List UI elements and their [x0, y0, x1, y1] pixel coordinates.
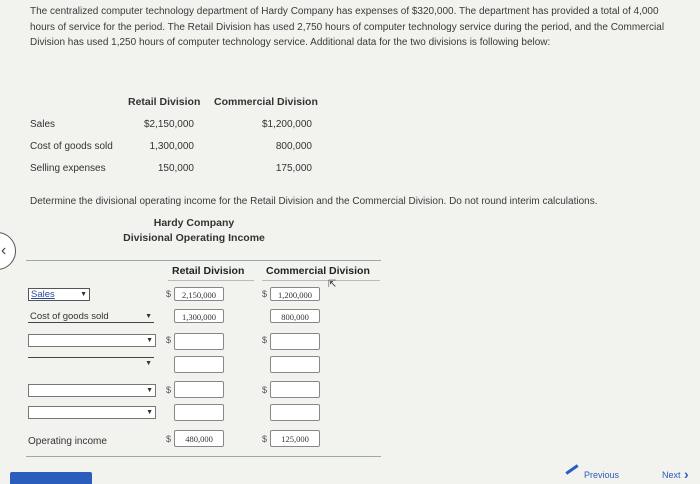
caret-down-icon: ▼ — [80, 291, 87, 298]
header-retail: Retail Division — [128, 96, 201, 108]
previous-arrow-icon — [565, 464, 578, 474]
retail-row6-input[interactable] — [174, 404, 224, 421]
retail-sales-input[interactable]: 2,150,000 — [174, 287, 224, 301]
row-select-sales[interactable]: Sales ▼ — [28, 288, 90, 301]
retail-operating-income-input[interactable]: 480,000 — [174, 430, 224, 447]
retail-row4-input[interactable] — [174, 356, 224, 373]
commercial-sales: $1,200,000 — [261, 119, 312, 130]
row-select-6[interactable] — [28, 406, 156, 419]
col-header-commercial: Commercial Division — [266, 265, 370, 277]
question-text: Determine the divisional operating income for the Retail Division and the Commercial Division. Do not round interim calculations. — [30, 196, 598, 207]
caret-down-icon: ▼ — [145, 313, 152, 320]
commercial-row3-input[interactable] — [270, 333, 320, 350]
col-rule-commercial — [262, 280, 380, 281]
next-button[interactable]: Next — [662, 470, 681, 480]
commercial-selling: 175,000 — [275, 163, 312, 174]
retail-row5-input[interactable] — [174, 381, 224, 398]
row-select-4[interactable] — [28, 357, 154, 369]
row-select-5[interactable] — [28, 384, 156, 397]
row-select-cogs[interactable]: Cost of goods sold ▼ — [30, 311, 152, 322]
retail-selling: 150,000 — [157, 163, 194, 174]
report-top-rule — [26, 260, 381, 261]
commercial-row4-input[interactable] — [270, 356, 320, 373]
commercial-operating-income-input[interactable]: 125,000 — [270, 430, 320, 447]
caret-down-icon: ▼ — [146, 409, 153, 416]
chevron-left-icon: ‹ — [1, 242, 7, 259]
col-rule-retail — [168, 280, 254, 281]
next-arrow-icon: › — [684, 466, 689, 482]
retail-sales: $2,150,000 — [143, 119, 194, 130]
retail-cogs-input[interactable]: 1,300,000 — [174, 309, 224, 323]
commercial-row6-input[interactable] — [270, 404, 320, 421]
mouse-cursor-icon: ⇱ — [328, 279, 337, 290]
caret-down-icon: ▼ — [146, 337, 153, 344]
operating-income-label: Operating income — [28, 436, 107, 447]
header-commercial: Commercial Division — [214, 96, 318, 108]
report-company: Hardy Company — [153, 217, 235, 229]
previous-button[interactable]: Previous — [584, 470, 620, 480]
row-label-cogs: Cost of goods sold — [30, 141, 113, 152]
caret-down-icon: ▼ — [146, 387, 153, 394]
check-work-button[interactable] — [10, 472, 92, 484]
retail-row3-input[interactable] — [174, 333, 224, 350]
commercial-sales-input[interactable]: 1,200,000 — [270, 287, 320, 301]
row-select-3[interactable] — [28, 334, 156, 347]
commercial-cogs: 800,000 — [275, 141, 312, 152]
caret-down-icon: ▼ — [145, 360, 152, 367]
row-label-sales: Sales — [30, 119, 56, 130]
commercial-row5-input[interactable] — [270, 381, 320, 398]
problem-statement: The centralized computer technology department of Hardy Company has expenses of $320,000. The department has provided a total of 4,000 hours of service for the period. The Retail Division has used 2,750 hours of computer technology service during the period, and the Commercial Division has used 1,250 hours of computer technology service. Additional data for the two divisions is following below: — [30, 6, 665, 48]
commercial-cogs-input[interactable]: 800,000 — [270, 309, 320, 323]
row-label-selling: Selling expenses — [30, 163, 106, 174]
report-bottom-rule — [26, 456, 381, 457]
report-title: Divisional Operating Income — [123, 232, 265, 244]
retail-cogs: 1,300,000 — [149, 141, 194, 152]
col-header-retail: Retail Division — [172, 265, 245, 277]
